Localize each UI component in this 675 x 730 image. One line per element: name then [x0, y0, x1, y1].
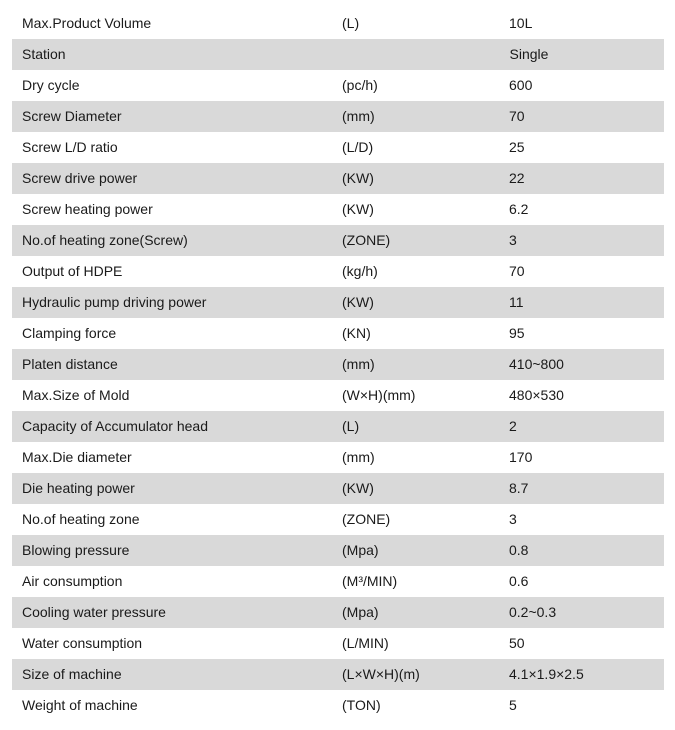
param-value: 70: [509, 108, 525, 124]
param-name: Weight of machine: [22, 697, 138, 713]
param-unit: (KW): [342, 294, 374, 310]
param-name: Platen distance: [22, 356, 118, 372]
param-value: 0.8: [509, 542, 529, 558]
param-unit: (ZONE): [342, 511, 391, 527]
param-value: 0.6: [509, 573, 529, 589]
param-unit: (KN): [342, 325, 371, 341]
param-unit: (L/MIN): [342, 635, 389, 651]
table-row: [12, 659, 664, 690]
param-name: Blowing pressure: [22, 542, 130, 558]
param-value: 50: [509, 635, 525, 651]
param-name: Max.Size of Mold: [22, 387, 130, 403]
param-value: 4.1×1.9×2.5: [509, 666, 584, 682]
param-unit: (KW): [342, 170, 374, 186]
param-value: 95: [509, 325, 525, 341]
param-name: Output of HDPE: [22, 263, 123, 279]
table-row: [12, 318, 664, 349]
param-name: Die heating power: [22, 480, 135, 496]
table-row: [12, 473, 664, 504]
table-row: [12, 70, 664, 101]
param-name: Screw heating power: [22, 201, 153, 217]
param-value: 5: [509, 697, 517, 713]
param-name: No.of heating zone(Screw): [22, 232, 188, 248]
param-unit: (kg/h): [342, 263, 378, 279]
param-unit: (mm): [342, 449, 375, 465]
param-unit: (mm): [342, 356, 375, 372]
param-value: 480×530: [509, 387, 564, 403]
table-row: [12, 225, 664, 256]
param-name: Screw Diameter: [22, 108, 122, 124]
table-row: [12, 163, 664, 194]
param-name: Water consumption: [22, 635, 143, 651]
param-name: Station: [22, 46, 66, 62]
param-unit: (KW): [342, 480, 374, 496]
param-unit: (L): [342, 418, 360, 434]
param-value: 11: [509, 294, 524, 310]
table-row: [12, 256, 664, 287]
param-value: 600: [509, 77, 533, 93]
param-unit: (L/D): [342, 139, 374, 155]
table-row: [12, 566, 664, 597]
param-unit: (L): [342, 15, 360, 31]
table-row: [12, 535, 664, 566]
table-row: [12, 132, 664, 163]
table-row: [12, 597, 664, 628]
param-unit: (Mpa): [342, 542, 379, 558]
table-row: [12, 504, 664, 535]
table-row: [12, 39, 664, 70]
param-name: Hydraulic pump driving power: [22, 294, 207, 310]
table-row: [12, 194, 664, 225]
param-name: Screw L/D ratio: [22, 139, 118, 155]
param-value: 25: [509, 139, 525, 155]
param-unit: (W×H)(mm): [342, 387, 416, 403]
table-row: [12, 8, 664, 39]
param-value: 0.2~0.3: [509, 604, 557, 620]
table-row: [12, 628, 664, 659]
param-name: Air consumption: [22, 573, 123, 589]
param-value: 3: [509, 232, 517, 248]
param-unit: (L×W×H)(m): [342, 666, 420, 682]
param-value: Single: [509, 46, 549, 62]
table-row: [12, 101, 664, 132]
param-unit: (KW): [342, 201, 374, 217]
param-value: 70: [509, 263, 525, 279]
table-row: [12, 349, 664, 380]
table-row: [12, 442, 664, 473]
table-row: [12, 690, 664, 721]
param-unit: (Mpa): [342, 604, 379, 620]
param-value: 8.7: [509, 480, 529, 496]
param-unit: (TON): [342, 697, 381, 713]
param-name: Max.Die diameter: [22, 449, 132, 465]
param-value: 10L: [509, 15, 533, 31]
param-value: 6.2: [509, 201, 529, 217]
table-row: [12, 380, 664, 411]
param-name: No.of heating zone: [22, 511, 140, 527]
param-name: Capacity of Accumulator head: [22, 418, 208, 434]
param-name: Cooling water pressure: [22, 604, 166, 620]
param-value: 410~800: [509, 356, 564, 372]
spec-table: [12, 8, 664, 721]
table-row: [12, 411, 664, 442]
param-unit: (M³/MIN): [342, 573, 398, 589]
param-unit: (pc/h): [342, 77, 378, 93]
param-name: Max.Product Volume: [22, 15, 152, 31]
param-value: 3: [509, 511, 517, 527]
param-name: Dry cycle: [22, 77, 80, 93]
param-value: 170: [509, 449, 533, 465]
param-unit: (mm): [342, 108, 375, 124]
param-name: Clamping force: [22, 325, 117, 341]
param-value: 2: [509, 418, 517, 434]
param-name: Screw drive power: [22, 170, 138, 186]
table-row: [12, 287, 664, 318]
param-name: Size of machine: [22, 666, 122, 682]
param-unit: (ZONE): [342, 232, 391, 248]
param-value: 22: [509, 170, 525, 186]
